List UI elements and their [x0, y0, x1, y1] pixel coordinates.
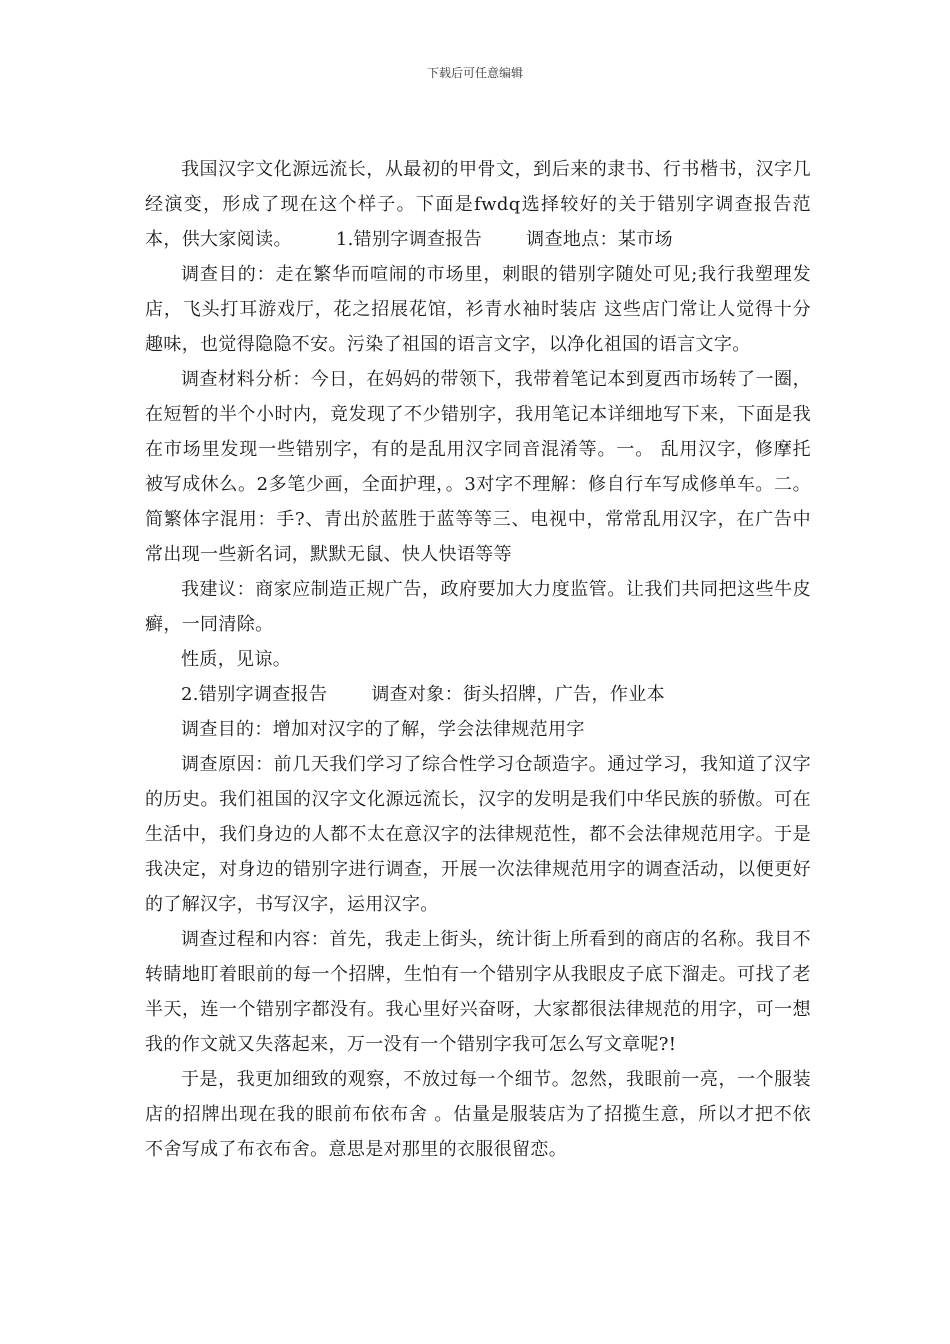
- survey-location: 调查地点：某市场: [526, 229, 673, 250]
- section-title-2: 2.错别字调查报告: [181, 684, 328, 705]
- paragraph-discovery: 于是，我更加细致的观察，不放过每一个细节。忽然，我眼前一亮，一个服装店的招牌出现在我的眼前布依布舍 。估量是服装店为了招揽生意，所以才把不依不舍写成了布衣布舍。意思是对那里的衣服很留恋。: [145, 1069, 811, 1160]
- paragraph-note: 性质，见谅。: [181, 649, 292, 670]
- paragraph-reason: 调查原因：前几天我们学习了综合性学习仓颉造字。通过学习，我知道了汉字的历史。我们祖国的汉字文化源远流长，汉字的发明是我们中华民族的骄傲。可在生活中，我们身边的人都不太在意汉字的法律规范性，都不会法律规范用字。于是我决定，对身边的错别字进行调查，开展一次法律规范用字的调查活动，以便更好的了解汉字，书写汉字，运用汉字。: [145, 754, 811, 915]
- paragraph-section-2: [145, 677, 811, 712]
- paragraph-purpose-1: 调查目的：走在繁华而喧闹的市场里，刺眼的错别字随处可见;我行我塑理发店，飞头打耳游戏厅，花之招展花馆，衫青水袖时装店 这些店门常让人觉得十分趣味，也觉得隐隐不安。污染了祖国的语言文字，以净化祖国的语言文字。: [145, 264, 811, 355]
- survey-target: 调查对象：街头招牌，广告，作业本: [371, 684, 665, 705]
- page-header-note: 下载后可任意编辑: [426, 66, 523, 80]
- paragraph-purpose-2: 调查目的：增加对汉字的了解，学会法律规范用字: [181, 719, 585, 740]
- document-body: [145, 152, 811, 1167]
- paragraph-analysis: 调查材料分析：今日，在妈妈的带领下，我带着笔记本到夏西市场转了一圈，在短暂的半个小时内，竟发现了不少错别字，我用笔记本详细地写下来，下面是我在市场里发现一些错别字，有的是乱用汉字同音混淆等。一。 乱用汉字，修摩托被写成休么。2多笔少画，全面护理，。3对字不理解：修自行车写成修单车。二。简繁体字混用：手?、青出於蓝胜于蓝等等三、电视中，常常乱用汉字，在广告中常出现一些新名词，默默无鼠、快人快语等等: [145, 369, 811, 565]
- paragraph-suggestion: 我建议：商家应制造正规广告，政府要加大力度监管。让我们共同把这些牛皮癣，一同清除。: [145, 579, 811, 635]
- paragraph-process: 调查过程和内容：首先，我走上街头，统计街上所看到的商店的名称。我目不转睛地盯着眼前的每一个招牌，生怕有一个错别字从我眼皮子底下溜走。可找了老半天，连一个错别字都没有。我心里好兴奋呀，大家都很法律规范的用字，可一想我的作文就又失落起来，万一没有一个错别字我可怎么写文章呢?!: [145, 929, 811, 1055]
- section-title-1: 1.错别字调查报告: [335, 229, 483, 250]
- intro-text: 我国汉字文化源远流长，从最初的甲骨文，到后来的隶书、行书楷书，汉字几经演变，形成了现在这个样子。下面是fwdq选择较好的关于错别字调查报告范本，供大家阅读。: [145, 159, 811, 250]
- paragraph-intro: [145, 152, 811, 257]
